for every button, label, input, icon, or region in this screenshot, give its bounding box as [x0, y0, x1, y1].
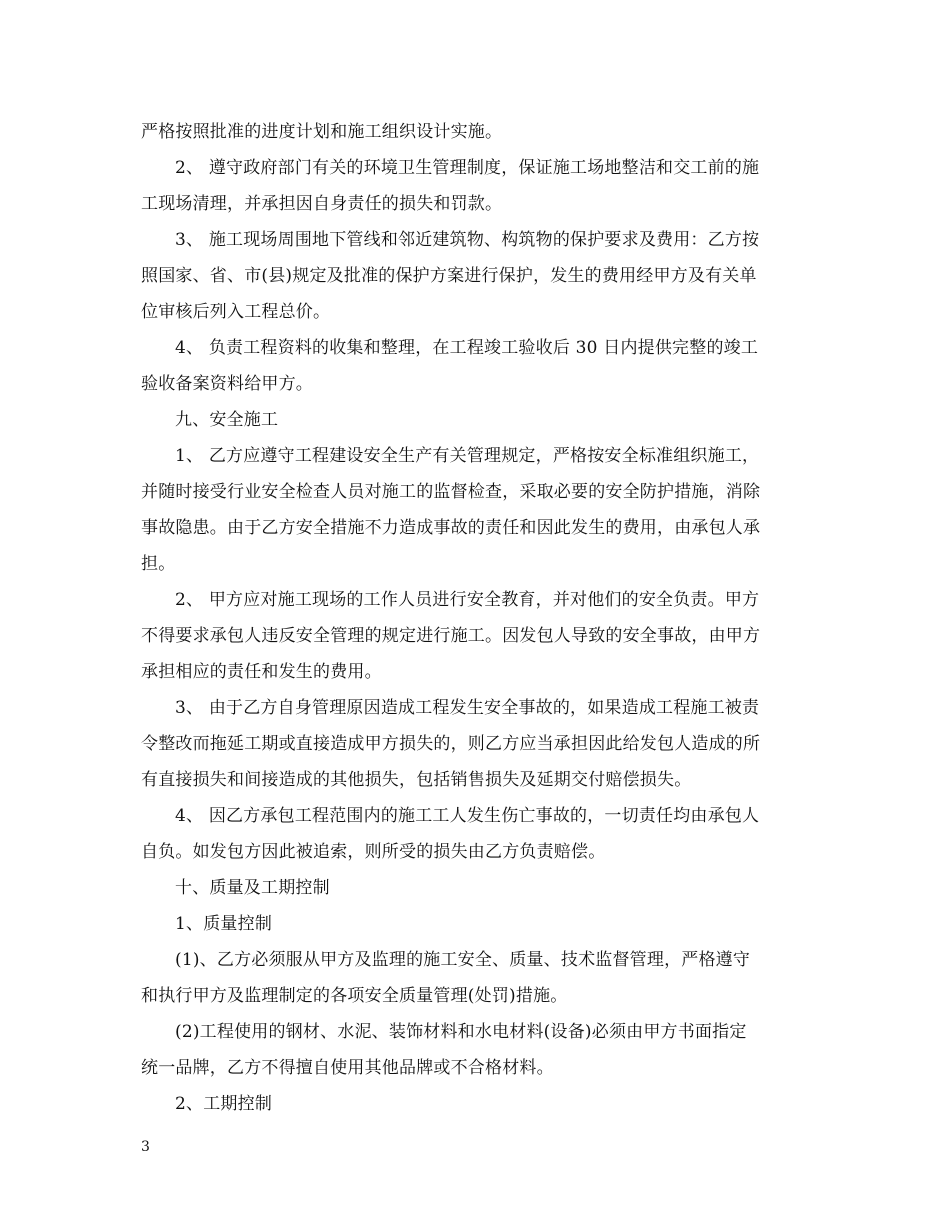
text-line: 承担相应的责任和发生的费用。	[141, 662, 382, 682]
text-line: 照国家、省、市(县)规定及批准的保护方案进行保护，发生的费用经甲方及有关单	[141, 266, 757, 286]
text-line: 验收备案资料给甲方。	[141, 374, 313, 394]
document-body	[141, 114, 813, 1122]
text-line: 2、 遵守政府部门有关的环境卫生管理制度，保证施工场地整洁和交工前的施	[175, 158, 760, 178]
text-line: 4、 因乙方承包工程范围内的施工工人发生伤亡事故的，一切责任均由承包人	[175, 806, 760, 826]
text-line: 事故隐患。由于乙方安全措施不力造成事故的责任和因此发生的费用，由承包人承	[141, 518, 761, 538]
text-line: 有直接损失和间接造成的其他损失，包括销售损失及延期交付赔偿损失。	[141, 770, 692, 790]
text-line: 3、 由于乙方自身管理原因造成工程发生安全事故的，如果造成工程施工被责	[175, 698, 760, 718]
text-line: (1)、乙方必须服从甲方及监理的施工安全、质量、技术监督管理，严格遵守	[175, 950, 751, 970]
section-heading: 十、质量及工期控制	[175, 878, 330, 898]
text-line: 严格按照批准的进度计划和施工组织设计实施。	[141, 122, 503, 142]
subsection-heading: 1、质量控制	[175, 914, 273, 934]
text-line: 令整改而拖延工期或直接造成甲方损失的，则乙方应当承担因此给发包人造成的所	[141, 734, 761, 754]
text-line: 位审核后列入工程总价。	[141, 302, 331, 322]
text-line: 并随时接受行业安全检查人员对施工的监督检查，采取必要的安全防护措施，消除	[141, 482, 761, 502]
text-line: 和执行甲方及监理制定的各项安全质量管理(处罚)措施。	[141, 986, 568, 1006]
text-line: 自负。如发包方因此被追索，则所受的损失由乙方负责赔偿。	[141, 842, 606, 862]
text-line: 工现场清理，并承担因自身责任的损失和罚款。	[141, 194, 503, 214]
text-line: (2)工程使用的钢材、水泥、装饰材料和水电材料(设备)必须由甲方书面指定	[175, 1022, 747, 1042]
page-number: 3	[141, 1139, 150, 1155]
text-line: 2、 甲方应对施工现场的工作人员进行安全教育，并对他们的安全负责。甲方	[175, 590, 760, 610]
section-heading: 九、安全施工	[175, 410, 279, 430]
text-line: 1、 乙方应遵守工程建设安全生产有关管理规定，严格按安全标准组织施工，	[175, 446, 760, 466]
text-line: 担。	[141, 554, 176, 574]
text-line: 3、 施工现场周围地下管线和邻近建筑物、构筑物的保护要求及费用：乙方按	[175, 230, 760, 250]
text-line: 统一品牌，乙方不得擅自使用其他品牌或不合格材料。	[141, 1058, 554, 1078]
text-line: 不得要求承包人违反安全管理的规定进行施工。因发包人导致的安全事故，由甲方	[141, 626, 761, 646]
subsection-heading: 2、工期控制	[175, 1094, 273, 1114]
text-line: 4、 负责工程资料的收集和整理，在工程竣工验收后 30 日内提供完整的竣工	[175, 338, 759, 358]
